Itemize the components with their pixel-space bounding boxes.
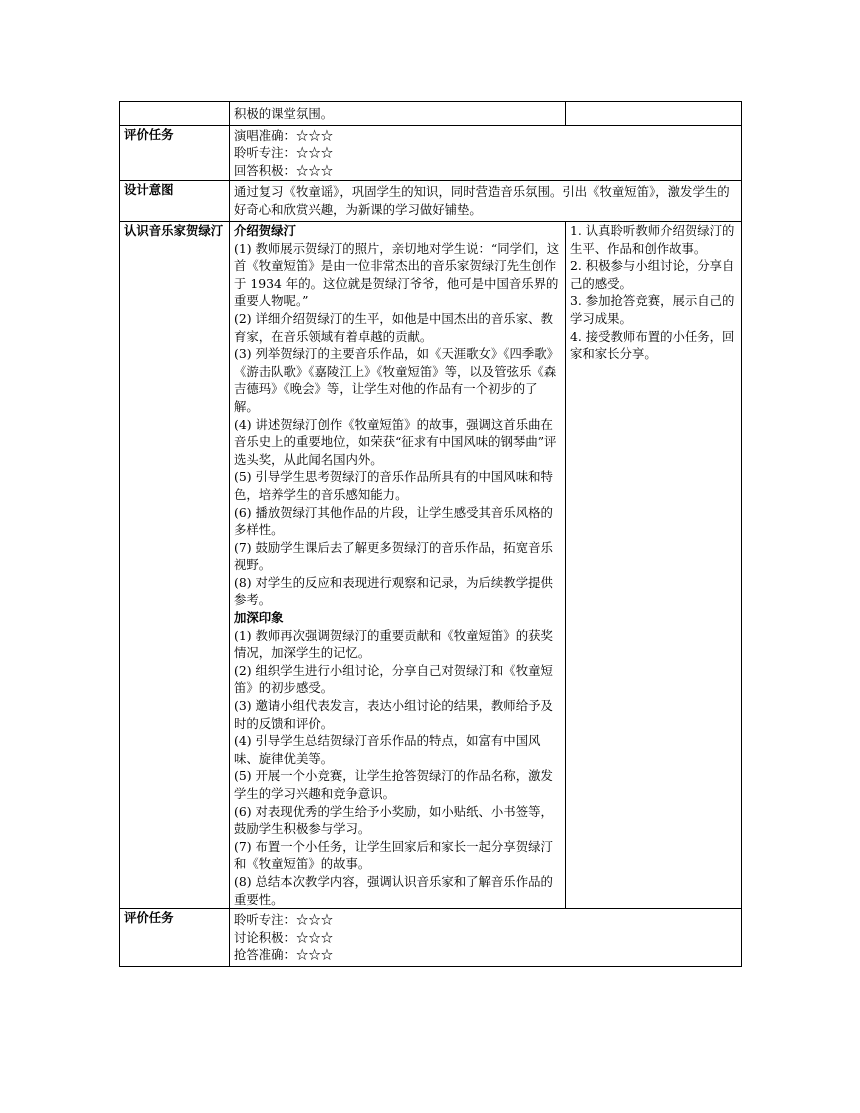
continuation-right-cell <box>566 102 742 126</box>
list-item: (5) 开展一个小竞赛，让学生抢答贺绿汀的作品名称，激发学生的学习兴趣和竞争意识。 <box>234 768 553 801</box>
list-item: (2) 详细介绍贺绿汀的生平，如他是中国杰出的音乐家、教育家，在音乐领域有着卓越的贡献。 <box>234 310 553 344</box>
student-list-item: 2. 积极参与小组讨论，分享自己的感受。 <box>570 258 735 291</box>
section-title-deepen: 加深印象 <box>234 610 284 626</box>
row-main-activity <box>120 222 742 909</box>
list-item: (7) 布置一个小任务，让学生回家后和家长一起分享贺绿汀和《牧童短笛》的故事。 <box>234 838 553 872</box>
list-item: (5) 引导学生思考贺绿汀的音乐作品所具有的中国风味和特色，培养学生的音乐感知能力。 <box>234 469 553 502</box>
student-list-item: 3. 参加抢答竞赛，展示自己的学习成果。 <box>570 293 735 326</box>
continuation-text: 积极的课堂氛围。 <box>230 102 566 126</box>
design-intent-label: 设计意图 <box>120 181 230 222</box>
star-rating-icon: ☆☆☆ <box>295 127 334 143</box>
row-eval-task-1 <box>120 126 742 181</box>
student-activity-cell <box>566 222 742 909</box>
section-title-intro: 介绍贺绿汀 <box>234 223 296 238</box>
star-rating-icon: ☆☆☆ <box>295 162 334 178</box>
star-rating-icon: ☆☆☆ <box>295 929 334 945</box>
eval-item-name: 聆听专注： <box>234 912 296 928</box>
continuation-label-cell <box>120 102 230 126</box>
eval-item <box>234 911 737 929</box>
list-item: (4) 引导学生总结贺绿汀音乐作品的特点，如富有中国风味、旋律优美等。 <box>234 733 541 766</box>
main-activity-label: 认识音乐家贺绿汀 <box>120 222 230 909</box>
list-item: (7) 鼓励学生课后去了解更多贺绿汀的音乐作品，拓宽音乐视野。 <box>234 539 553 573</box>
student-list-item: 1. 认真聆听教师介绍贺绿汀的生平、作品和创作故事。 <box>570 223 735 256</box>
list-item: (3) 列举贺绿汀的主要音乐作品，如《天涯歌女》《四季歌》《游击队歌》《嘉陵江上》《牧童短笛》等，以及管弦乐《森吉德玛》《晚会》等，让学生对他的作品有一个初步的了解。 <box>234 346 560 414</box>
list-item: (6) 对表现优秀的学生给予小奖励，如小贴纸、小书签等，鼓励学生积极参与学习。 <box>234 803 553 837</box>
list-item: (1) 教师展示贺绿汀的照片，亲切地对学生说：“同学们，这首《牧童短笛》是由一位非常杰出的音乐家贺绿汀先生创作于 1934 年的。这位就是贺绿汀爷爷，他可是中国音乐界的重要人物呢。” <box>234 240 560 309</box>
list-item: (1) 教师再次强调贺绿汀的重要贡献和《牧童短笛》的获奖情况，加深学生的记忆。 <box>234 627 553 661</box>
list-item: (2) 组织学生进行小组讨论，分享自己对贺绿汀和《牧童短笛》的初步感受。 <box>234 662 553 696</box>
list-item: (8) 总结本次教学内容，强调认识音乐家和了解音乐作品的重要性。 <box>234 873 553 907</box>
eval-item <box>234 929 737 947</box>
row-design-intent <box>120 181 742 222</box>
eval-item <box>234 162 737 180</box>
eval-task-2-label: 评价任务 <box>120 909 230 967</box>
design-intent-text: 通过复习《牧童谣》，巩固学生的知识，同时营造音乐氛围。引出《牧童短笛》，激发学生的好奇心和欣赏兴趣，为新课的学习做好铺垫。 <box>230 181 742 222</box>
star-rating-icon: ☆☆☆ <box>295 145 334 161</box>
eval-item-name: 抢答准确： <box>234 947 296 963</box>
lesson-plan-table <box>119 101 742 967</box>
row-continuation <box>120 102 742 126</box>
row-eval-task-2 <box>120 909 742 967</box>
eval-item-name: 聆听专注： <box>234 145 296 161</box>
eval-item-name: 讨论积极： <box>234 929 296 945</box>
eval-item <box>234 127 737 145</box>
eval-task-1-label: 评价任务 <box>120 126 230 181</box>
eval-item <box>234 144 737 162</box>
eval-item-name: 回答积极： <box>234 162 296 178</box>
eval-item-name: 演唱准确： <box>234 127 296 143</box>
list-item: (3) 邀请小组代表发言，表达小组讨论的结果，教师给予及时的反馈和评价。 <box>234 698 553 731</box>
eval-task-1-items <box>230 126 742 181</box>
star-rating-icon: ☆☆☆ <box>295 947 334 963</box>
list-item: (8) 对学生的反应和表现进行观察和记录，为后续教学提供参考。 <box>234 574 553 608</box>
eval-item <box>234 946 737 964</box>
star-rating-icon: ☆☆☆ <box>295 912 334 928</box>
teacher-activity-cell <box>230 222 566 909</box>
eval-task-2-items <box>230 909 742 967</box>
student-list-item: 4. 接受教师布置的小任务，回家和家长分享。 <box>570 328 735 362</box>
list-item: (6) 播放贺绿汀其他作品的片段，让学生感受其音乐风格的多样性。 <box>234 504 553 538</box>
list-item: (4) 讲述贺绿汀创作《牧童短笛》的故事，强调这首乐曲在音乐史上的重要地位，如荣获“征求有中国风味的钢琴曲”评选头奖，从此闻名国内外。 <box>234 416 557 467</box>
